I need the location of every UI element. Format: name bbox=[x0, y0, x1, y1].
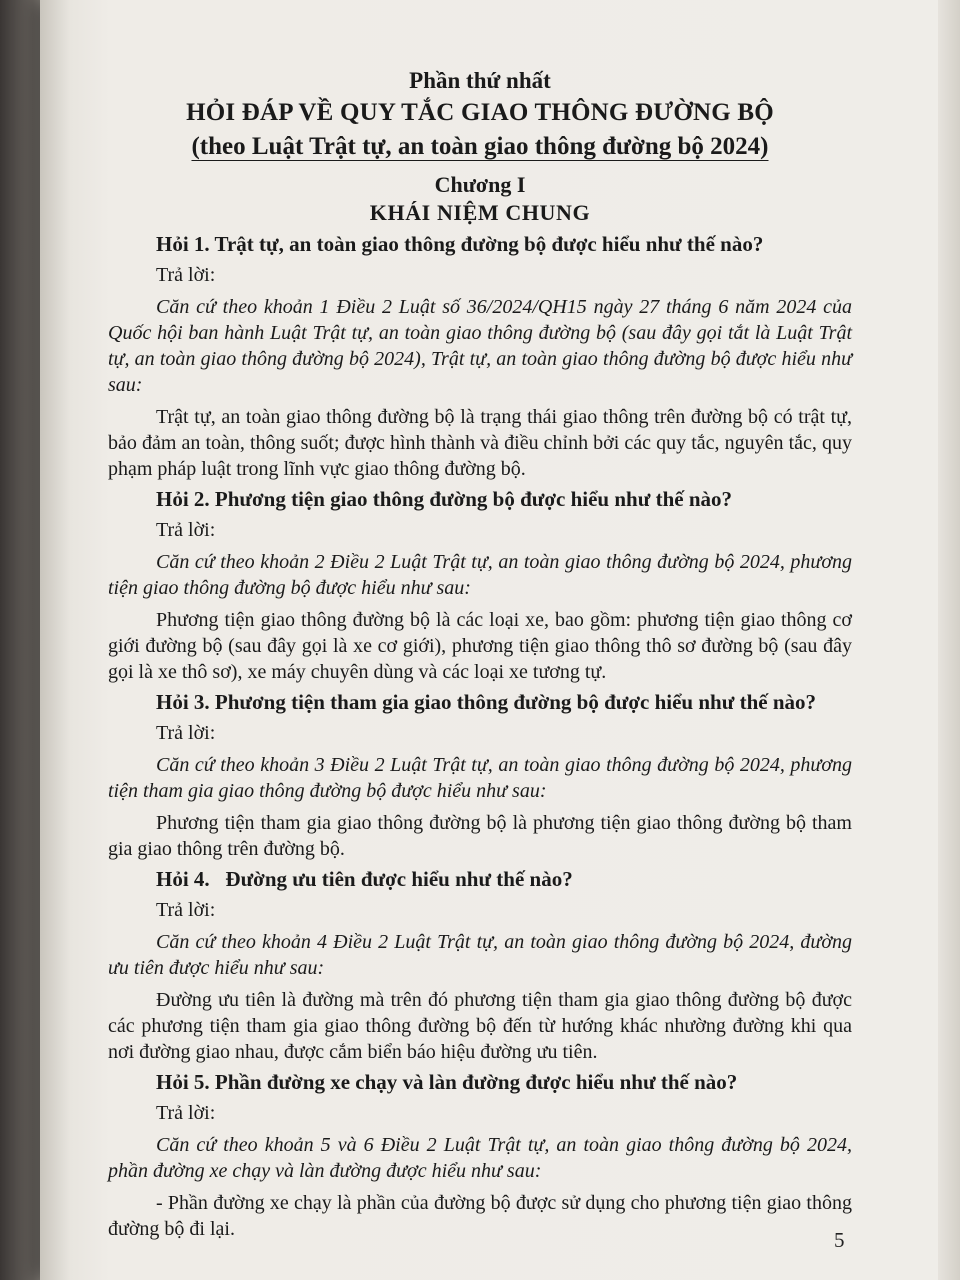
definition-2: Phương tiện giao thông đường bộ là các loại xe, bao gồm: phương tiện giao thông cơ giới đường bộ (sau đây gọi là xe cơ giới), phương tiện giao thông thô sơ đường bộ (sau đây gọi là xe thô sơ), xe máy chuyên dùng và các loại xe tương tự. bbox=[108, 609, 852, 683]
part-heading: Phần thứ nhất bbox=[409, 68, 551, 93]
chapter-title: KHÁI NIỆM CHUNG bbox=[369, 200, 591, 225]
answer-label-5: Trả lời: bbox=[156, 1102, 216, 1124]
definition-4: Đường ưu tiên là đường mà trên đó phương tiện tham gia giao thông đường bộ được các phương tiện tham gia giao thông đường bộ đến từ hướng khác nhường đường khi qua nơi đường giao nhau, được cắm biển báo hiệu đường ưu tiên. bbox=[108, 989, 852, 1063]
next-page-edge bbox=[938, 0, 960, 1280]
answer-label-4: Trả lời: bbox=[156, 899, 216, 921]
definition-1: Trật tự, an toàn giao thông đường bộ là trạng thái giao thông trên đường bộ có trật tự, bảo đảm an toàn, thông suốt; được hình thành và điều chỉnh bởi các quy tắc, nguyên tắc, quy phạm pháp luật trong lĩnh vực giao thông đường bộ. bbox=[108, 406, 852, 480]
page-content bbox=[108, 66, 852, 1246]
question-3: Hỏi 3. Phương tiện tham gia giao thông đường bộ được hiểu như thế nào? bbox=[156, 690, 816, 714]
legal-basis-1: Căn cứ theo khoản 1 Điều 2 Luật số 36/2024/QH15 ngày 27 tháng 6 năm 2024 của Quốc hội ban hành Luật Trật tự, an toàn giao thông đường bộ (sau đây gọi tắt là Luật Trật tự, an toàn giao thông đường bộ 2024), Trật tự, an toàn giao thông đường bộ được hiểu như sau: bbox=[108, 296, 852, 396]
legal-basis-2: Căn cứ theo khoản 2 Điều 2 Luật Trật tự, an toàn giao thông đường bộ 2024, phương tiện giao thông đường bộ được hiểu như sau: bbox=[108, 551, 852, 599]
question-4: Hỏi 4. Đường ưu tiên được hiểu như thế nào? bbox=[156, 867, 573, 891]
qa-item-2 bbox=[108, 486, 852, 685]
answer-label-3: Trả lời: bbox=[156, 722, 216, 744]
legal-basis-4: Căn cứ theo khoản 4 Điều 2 Luật Trật tự, an toàn giao thông đường bộ 2024, đường ưu tiên được hiểu như sau: bbox=[108, 931, 852, 979]
definition-3: Phương tiện tham gia giao thông đường bộ là phương tiện giao thông đường bộ tham gia giao thông trên đường bộ. bbox=[108, 812, 852, 860]
answer-label-1: Trả lời: bbox=[156, 264, 216, 286]
question-5: Hỏi 5. Phần đường xe chạy và làn đường được hiểu như thế nào? bbox=[156, 1070, 738, 1094]
page-number: 5 bbox=[834, 1228, 845, 1252]
main-title: HỎI ĐÁP VỀ QUY TẮC GIAO THÔNG ĐƯỜNG BỘ bbox=[186, 99, 774, 126]
answer-label-2: Trả lời: bbox=[156, 519, 216, 541]
qa-item-3 bbox=[108, 689, 852, 862]
legal-basis-3: Căn cứ theo khoản 3 Điều 2 Luật Trật tự, an toàn giao thông đường bộ 2024, phương tiện tham gia giao thông đường bộ được hiểu như sau: bbox=[108, 754, 852, 802]
chapter-heading: Chương I bbox=[434, 172, 526, 197]
question-2: Hỏi 2. Phương tiện giao thông đường bộ được hiểu như thế nào? bbox=[156, 487, 732, 511]
definition-5: - Phần đường xe chạy là phần của đường bộ được sử dụng cho phương tiện giao thông đường bộ đi lại. bbox=[108, 1192, 852, 1240]
qa-item-4 bbox=[108, 866, 852, 1065]
qa-item-5 bbox=[108, 1069, 852, 1242]
qa-item-1 bbox=[108, 231, 852, 482]
subtitle: (theo Luật Trật tự, an toàn giao thông đường bộ 2024) bbox=[191, 133, 769, 160]
question-1: Hỏi 1. Trật tự, an toàn giao thông đường bộ được hiểu như thế nào? bbox=[156, 232, 764, 256]
legal-basis-5: Căn cứ theo khoản 5 và 6 Điều 2 Luật Trật tự, an toàn giao thông đường bộ 2024, phần đường xe chạy và làn đường được hiểu như sau: bbox=[108, 1134, 852, 1182]
